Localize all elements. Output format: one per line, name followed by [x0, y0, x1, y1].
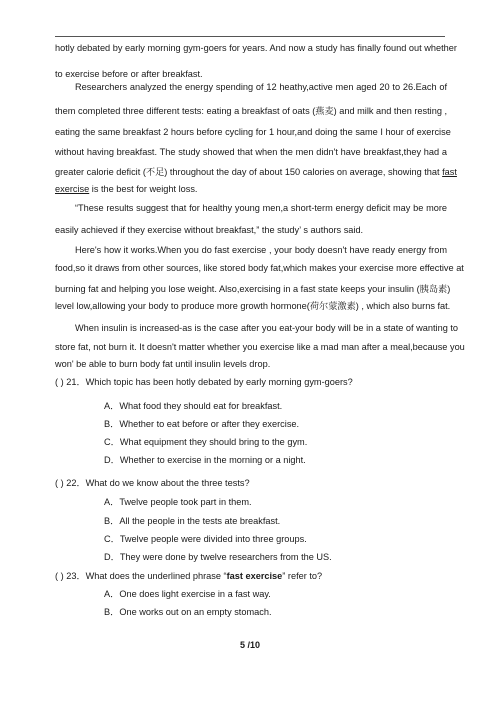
header-rule — [55, 36, 445, 37]
passage-line: hotly debated by early morning gym-goers for years. And now a study has finally found out whether — [55, 43, 457, 53]
question-21: ( ) 21．Which topic has been hotly debated by early morning gym-goers? — [55, 377, 353, 387]
passage-line: burning fat and helping you lose weight. Also,exercising in a fast state keeps your insulin (胰岛素) — [55, 284, 451, 294]
passage-line — [55, 183, 197, 195]
option-22a: A．Twelve people took part in them. — [104, 497, 252, 507]
option-21d: D．Whether to exercise in the morning or a night. — [104, 455, 306, 465]
option-23b: B．One works out on an empty stomach. — [104, 607, 272, 617]
passage-line: food,so it draws from other sources, like stored body fat,which makes your exercise more effective at — [55, 263, 464, 273]
underlined-phrase: exercise — [55, 184, 90, 194]
passage-line — [55, 166, 457, 178]
passage-line: store fat, not burn it. It doesn't matter whether you exercise like a mad man after a meal,because you — [55, 342, 465, 352]
passage-line: to exercise before or after breakfast. — [55, 69, 203, 79]
option-22c: C．Twelve people were divided into three groups. — [104, 534, 307, 544]
option-21c: C．What equipment they should bring to the gym. — [104, 437, 308, 447]
passage-text: greater calorie deficit (不足) throughout the day of about 150 calories on average, showing that — [55, 167, 443, 177]
option-22b: B．All the people in the tests ate breakfast. — [104, 516, 281, 526]
page-number: 5 /10 — [239, 640, 261, 650]
passage-line: Here's how it works.When you do fast exercise , your body doesn't have ready energy from — [75, 245, 447, 255]
passage-line: eating the same breakfast 2 hours before cycling for 1 hour,and doing the same I hour of exercise — [55, 127, 451, 137]
passage-line: them completed three different tests: eating a breakfast of oats (燕麦) and milk and then resting , — [55, 106, 448, 116]
passage-text: is the best for weight loss. — [89, 184, 198, 194]
question-text: ( ) 23．What does the underlined phrase “ — [55, 571, 227, 581]
option-21a: A．What food they should eat for breakfast. — [104, 401, 283, 411]
passage-line: easily achieved if they exercise without breakfast,” the study’ s authors said. — [55, 225, 364, 235]
passage-line: “These results suggest that for healthy young men,a short-term energy deficit may be more — [75, 203, 447, 213]
question-23 — [55, 570, 322, 582]
option-21b: B．Whether to eat before or after they exercise. — [104, 419, 300, 429]
passage-line: level low,allowing your body to produce more growth hormone(荷尔蒙激素) , which also burns fat. — [55, 301, 451, 311]
passage-line: Researchers analyzed the energy spending of 12 heathy,active men aged 20 to 26.Each of — [75, 82, 447, 92]
option-22d: D．They were done by twelve researchers from the US. — [104, 552, 332, 562]
question-text: ” refer to? — [282, 571, 323, 581]
passage-line: When insulin is increased-as is the case after you eat-your body will be in a state of wanting to — [75, 323, 459, 333]
passage-line: without having breakfast. The study showed that when the men didn't have breakfast,they had a — [55, 147, 447, 157]
question-22: ( ) 22．What do we know about the three tests? — [55, 478, 250, 488]
option-23a: A．One does light exercise in a fast way. — [104, 589, 271, 599]
passage-line: won' be able to burn body fat until insulin levels drop. — [55, 359, 271, 369]
quoted-phrase: fast exercise — [226, 571, 283, 581]
underlined-phrase: fast — [442, 167, 457, 177]
